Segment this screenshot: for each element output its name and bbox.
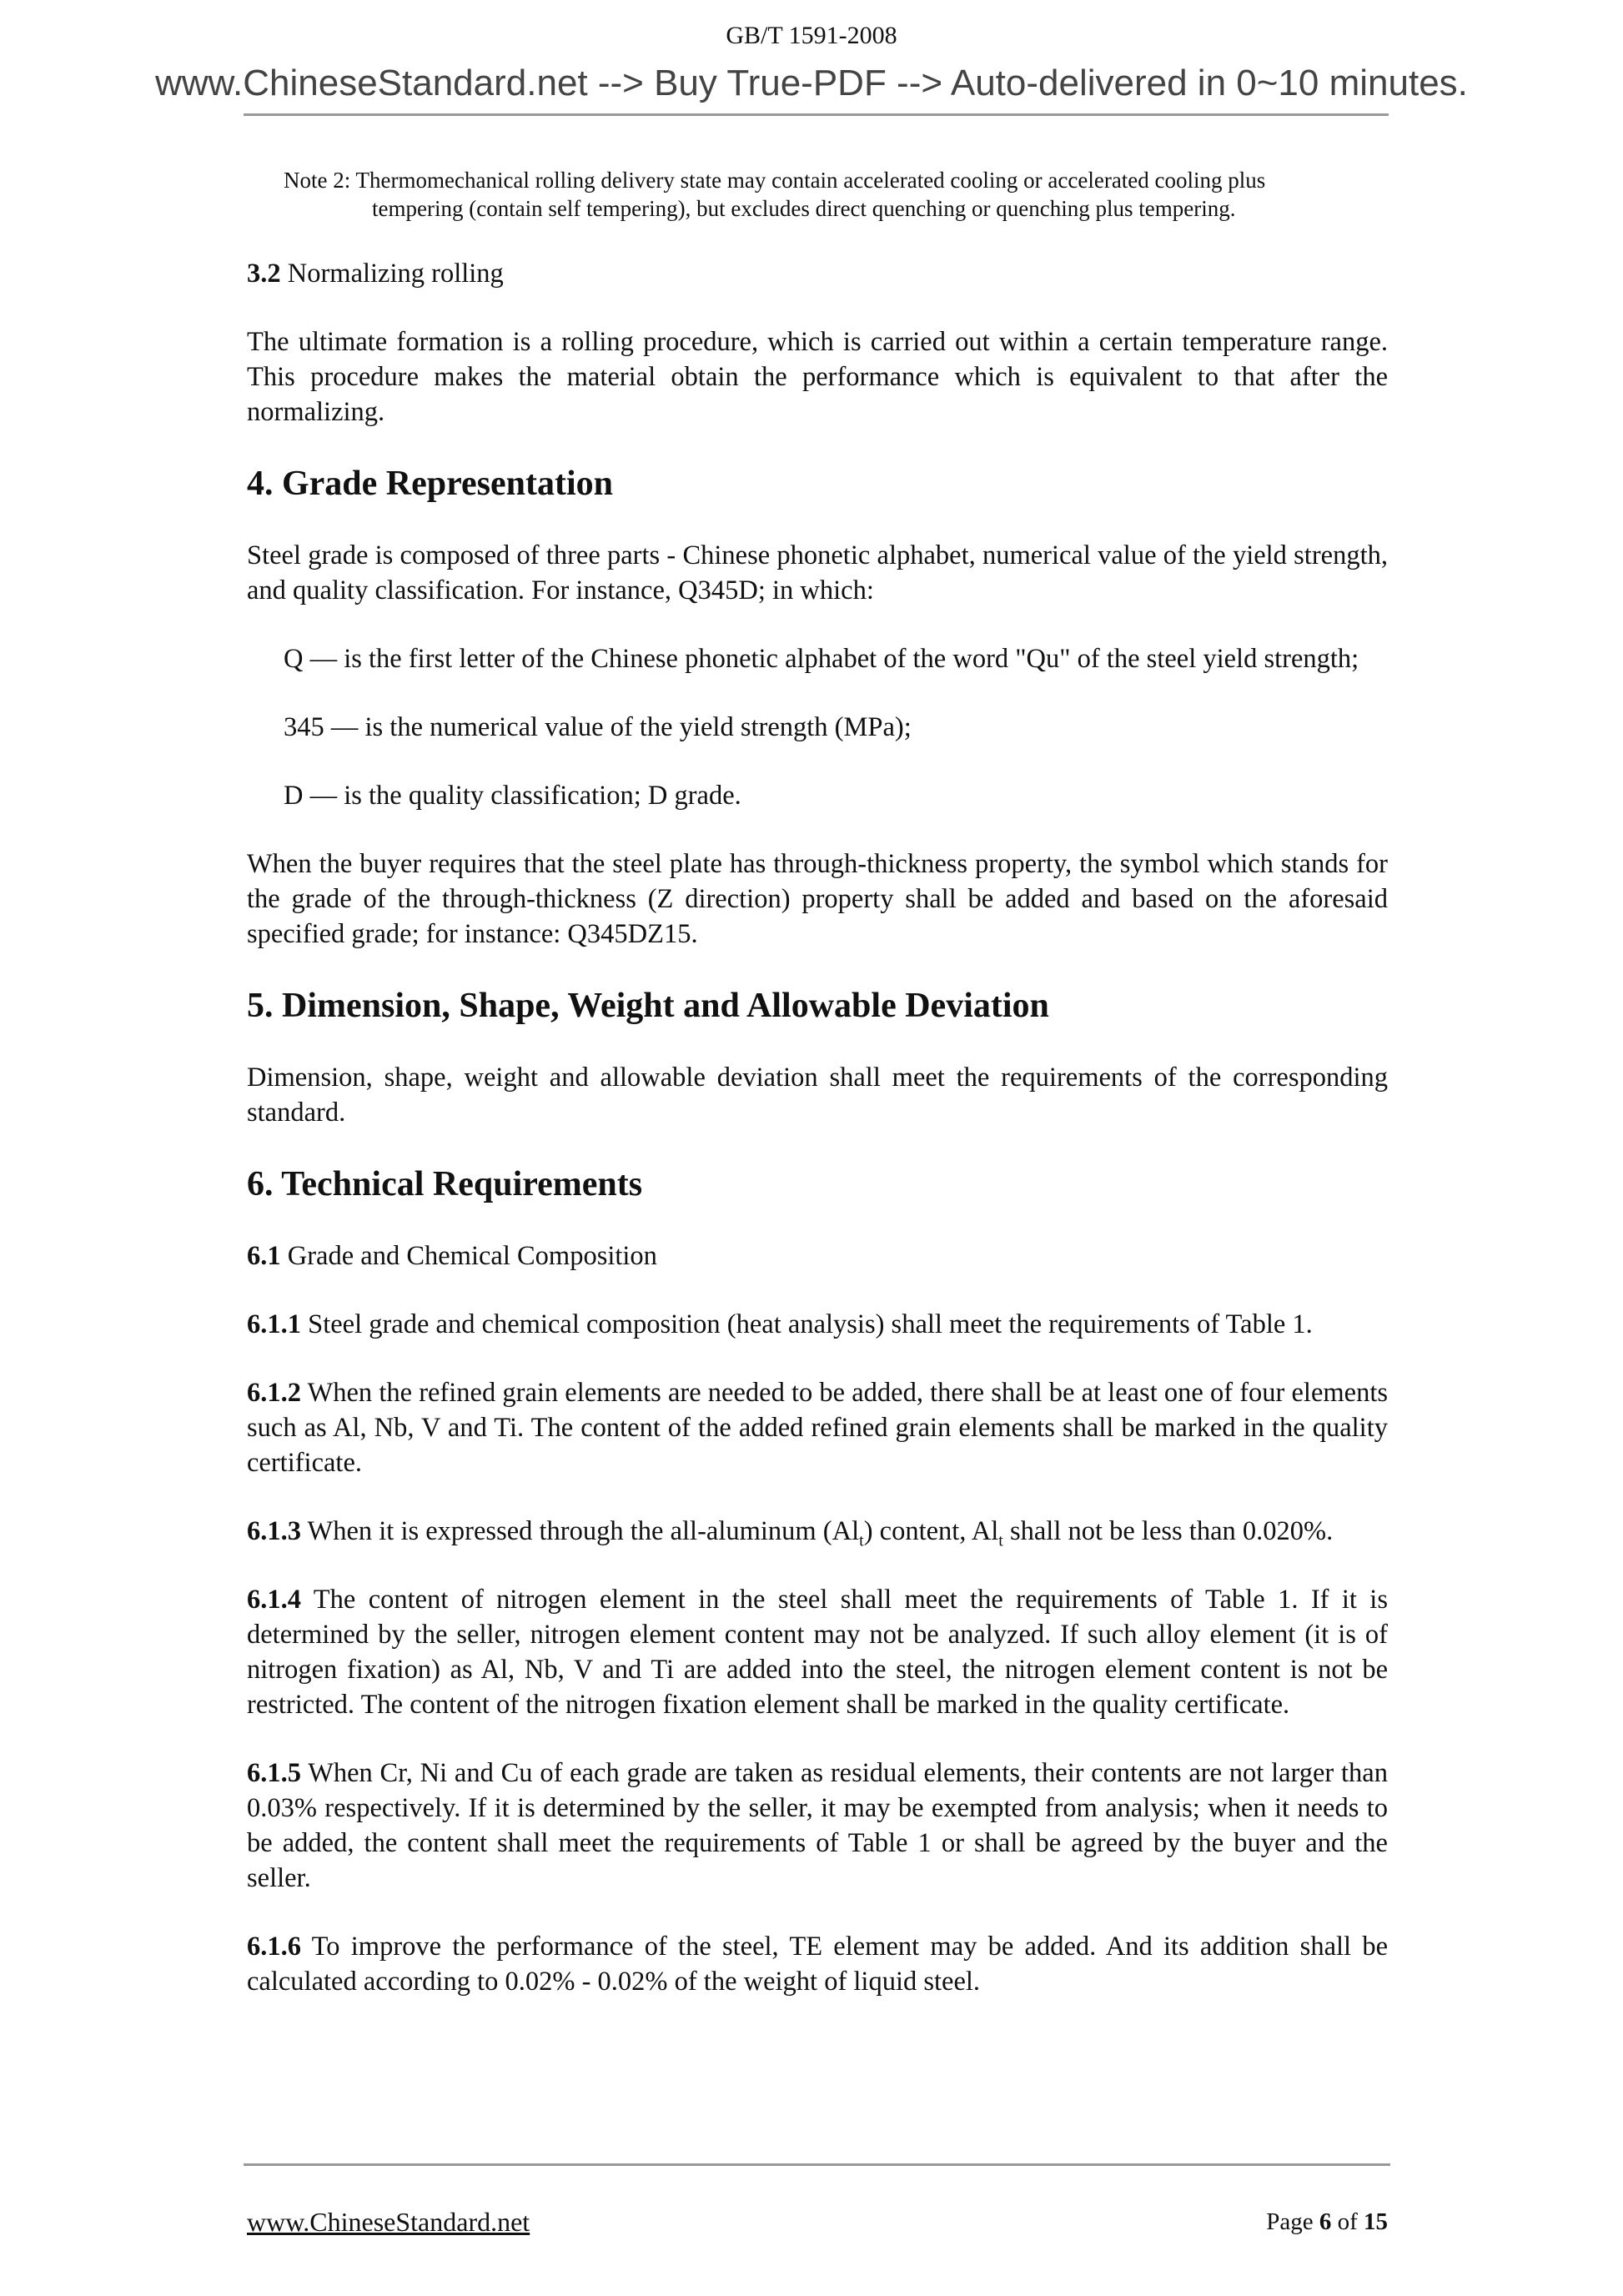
section-number: 3.2	[247, 259, 281, 289]
section-3-2-title	[247, 256, 1388, 291]
section-title: Normalizing rolling	[287, 259, 504, 289]
document-body	[247, 166, 1388, 1999]
s5-paragraph: Dimension, shape, weight and allowable deviation shall meet the requirements of the corresponding standard.	[247, 1063, 1388, 1128]
s4-paragraph-1: Steel grade is composed of three parts - Chinese phonetic alphabet, numerical value of the yield strength, and quality classification. For instance, Q345D; in which:	[247, 540, 1388, 605]
note-line2: tempering (contain self tempering), but excludes direct quenching or quenching plus tempering.	[372, 196, 1236, 221]
note-2	[284, 166, 1388, 223]
footer-website-link[interactable]: www.ChineseStandard.net	[247, 2207, 530, 2237]
footer-divider	[244, 2163, 1390, 2166]
page-of: of	[1337, 2208, 1358, 2235]
heading-4: 4. Grade Representation	[247, 465, 614, 503]
s4-q-definition: Q — is the first letter of the Chinese phonetic alphabet of the word "Qu" of the steel yield strength;	[284, 644, 1359, 674]
heading-5: 5. Dimension, Shape, Weight and Allowable Deviation	[247, 987, 1049, 1025]
clause-6-1-5	[247, 1756, 1388, 1896]
s4-345-definition: 345 — is the numerical value of the yield strength (MPa);	[284, 712, 912, 742]
total-pages: 15	[1364, 2208, 1388, 2235]
clause-text: ) content, Al	[863, 1516, 999, 1546]
clause-text: When the refined grain elements are needed to be added, there shall be at least one of four elements such as Al, Nb, V and Ti. The content of the added refined grain elements shall be marked in the quality certificate.	[247, 1378, 1389, 1478]
clause-6-1-6	[247, 1929, 1388, 1999]
note-label: Note 2:	[284, 168, 351, 193]
header-divider	[244, 113, 1389, 116]
heading-6: 6. Technical Requirements	[247, 1165, 643, 1203]
clause-number: 6.1.1	[247, 1309, 301, 1339]
section-6-1-title	[247, 1238, 1388, 1274]
clause-6-1-1	[247, 1307, 1388, 1342]
section-number: 6.1	[247, 1241, 281, 1271]
clause-text: To improve the performance of the steel, TE element may be added. And its addition shall be calculated according to 0.02% - 0.02% of the weight of liquid steel.	[247, 1932, 1388, 1997]
clause-text: The content of nitrogen element in the steel shall meet the requirements of Table 1. If it is determined by the seller, nitrogen element content may not be analyzed. If such alloy element (it is of nitrogen fixation) as Al, Nb, V and Ti are added into the steel, the nitrogen element content is not be restricted. The content of the nitrogen fixation element shall be marked in the quality certificate.	[247, 1585, 1388, 1720]
page-number	[1266, 2205, 1388, 2238]
s4-d-definition: D — is the quality classification; D grade.	[284, 781, 741, 811]
clause-text: When it is expressed through the all-aluminum (Al	[307, 1516, 860, 1546]
clause-number: 6.1.2	[247, 1378, 301, 1408]
clause-number: 6.1.4	[247, 1585, 301, 1615]
promo-banner: www.ChineseStandard.net --> Buy True-PDF --> Auto-delivered in 0~10 minutes.	[155, 63, 1468, 103]
subscript: t	[998, 1531, 1003, 1550]
clause-number: 6.1.6	[247, 1932, 301, 1962]
clause-number: 6.1.5	[247, 1758, 301, 1788]
document-id: GB/T 1591-2008	[726, 22, 897, 49]
clause-6-1-3	[247, 1514, 1388, 1549]
clause-text: shall not be less than 0.020%.	[1002, 1516, 1334, 1546]
clause-text: Steel grade and chemical composition (heat analysis) shall meet the requirements of Table 1.	[308, 1309, 1313, 1339]
page-prefix: Page	[1266, 2208, 1314, 2235]
s4-paragraph-2: When the buyer requires that the steel plate has through-thickness property, the symbol which stands for the grade of the through-thickness (Z direction) property shall be added and based on the aforesaid specified grade; for instance: Q345DZ15.	[247, 849, 1388, 949]
clause-6-1-2	[247, 1375, 1388, 1480]
clause-number: 6.1.3	[247, 1516, 301, 1546]
section-title: Grade and Chemical Composition	[287, 1241, 657, 1271]
clause-text: When Cr, Ni and Cu of each grade are taken as residual elements, their contents are not larger than 0.03% respectively. If it is determined by the seller, it may be exempted from analysis; when it needs to be added, the content shall meet the requirements of Table 1 or shall be agreed by the buyer and the seller.	[247, 1758, 1388, 1893]
current-page: 6	[1319, 2208, 1332, 2235]
subscript: t	[859, 1531, 864, 1550]
note-line1: Thermomechanical rolling delivery state may contain accelerated cooling or accelerated cooling plus	[355, 168, 1266, 193]
clause-6-1-4	[247, 1582, 1388, 1722]
section-3-2-text: The ultimate formation is a rolling procedure, which is carried out within a certain temperature range. This procedure makes the material obtain the performance which is equivalent to that after the normalizing.	[247, 327, 1388, 427]
